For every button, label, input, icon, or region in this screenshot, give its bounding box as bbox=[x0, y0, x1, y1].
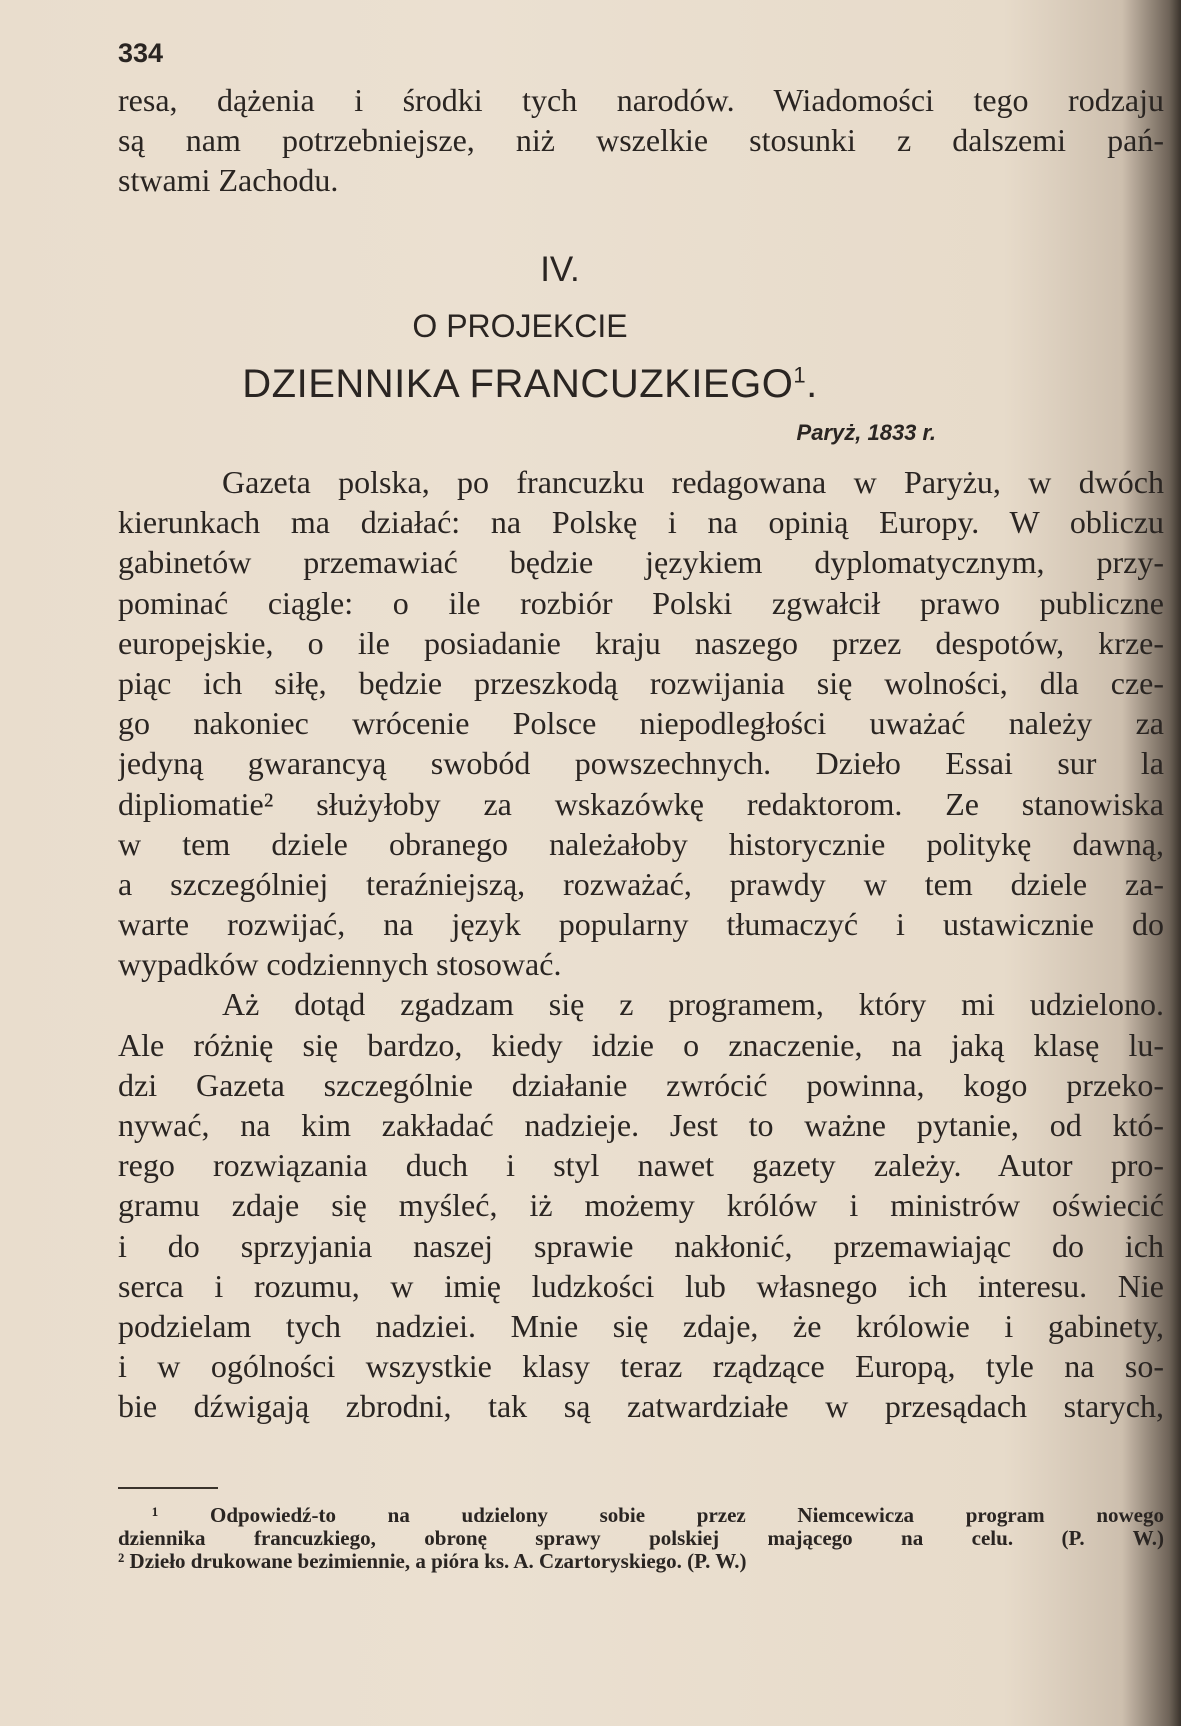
text-line: gabinetów przemawiać będzie językiem dyplomatycznym, przy- bbox=[118, 544, 1164, 581]
text-line: są nam potrzebniejsze, niż wszelkie stosunki z dalszemi pań- bbox=[118, 122, 1164, 159]
text-line: wypadków codziennych stosować. bbox=[118, 946, 562, 983]
text-line: gramu zdaje się myśleć, iż możemy królów i ministrów oświecić bbox=[118, 1187, 1164, 1224]
text-line: i w ogólności wszystkie klasy teraz rządzące Europą, tyle na so- bbox=[118, 1348, 1164, 1385]
footnote-line: dziennika francuzkiego, obronę sprawy polskiej mającego na celu. (P. W.) bbox=[118, 1527, 1164, 1550]
text-line: jedyną gwarancyą swobód powszechnych. Dzieło Essai sur la bbox=[118, 745, 1164, 782]
continued-paragraph bbox=[118, 80, 1164, 201]
text-line: warte rozwijać, na język popularny tłumaczyć i ustawicznie do bbox=[118, 906, 1164, 943]
text-line: Gazeta polska, po francuzku redagowana w Paryżu, w dwóch bbox=[222, 464, 1164, 500]
text-line: Ale różnię się bardzo, kiedy idzie o znaczenie, na jaką klasę lu- bbox=[118, 1026, 1164, 1063]
text-line: nywać, na kim zakładać nadzieje. Jest to ważne pytanie, od któ- bbox=[118, 1107, 1164, 1143]
dateline: Paryż, 1833 r. bbox=[796, 420, 936, 445]
text-line: a szczególniej teraźniejszą, rozważać, prawdy w tem dziele za- bbox=[118, 865, 1164, 902]
text-line: podzielam tych nadziei. Mnie się zdaje, że królowie i gabinety, bbox=[118, 1307, 1164, 1344]
text-line: piąc ich siłę, będzie przeszkodą rozwijania się wolności, dla cze- bbox=[118, 664, 1164, 701]
body-text bbox=[118, 462, 1164, 1427]
section-title-text: DZIENNIKA FRANCUZKIEGO bbox=[242, 362, 794, 406]
text-line: w tem dziele obranego należałoby historycznie politykę dawną, bbox=[118, 825, 1164, 862]
text-line: rego rozwiązania duch i styl nawet gazety zależy. Autor pro- bbox=[118, 1147, 1164, 1184]
text-line: stwami Zachodu. bbox=[118, 162, 339, 199]
footnotes bbox=[118, 1504, 1164, 1573]
text-line: bie dźwigają zbrodni, tak są zatwardziałe w przesądach starych, bbox=[118, 1388, 1164, 1425]
footnote-line: ² Dzieło drukowane bezimiennie, a pióra ks. A. Czartoryskiego. (P. W.) bbox=[118, 1550, 747, 1573]
footnote-ref: 1 bbox=[793, 362, 807, 388]
text-line: europejskie, o ile posiadanie kraju naszego przez despotów, krze- bbox=[118, 624, 1164, 661]
footnote-divider bbox=[118, 1487, 218, 1489]
text-line: resa, dążenia i środki tych narodów. Wiadomości tego rodzaju bbox=[118, 82, 1164, 118]
text-line: dzi Gazeta szczególnie działanie zwrócić powinna, kogo przeko- bbox=[118, 1066, 1164, 1103]
page-number: 334 bbox=[118, 38, 164, 68]
text-line: dipliomatie² służyłoby za wskazówkę redaktorom. Ze stanowiska bbox=[118, 785, 1164, 822]
text-line: go nakoniec wrócenie Polsce niepodległości uważać należy za bbox=[118, 705, 1164, 742]
footnote-line: ¹ Odpowiedź-to na udzielony sobie przez Niemcewicza program nowego bbox=[152, 1504, 1164, 1527]
section-title bbox=[0, 362, 1060, 407]
section-subtitle: O PROJEKCIE bbox=[412, 308, 628, 344]
section-title-end: . bbox=[806, 362, 818, 406]
text-line: kierunkach ma działać: na Polskę i na opinią Europy. W obliczu bbox=[118, 504, 1164, 541]
text-line: Aż dotąd zgadzam się z programem, który mi udzielono. bbox=[222, 986, 1164, 1023]
text-line: serca i rozumu, w imię ludzkości lub własnego ich interesu. Nie bbox=[118, 1267, 1164, 1304]
section-number: IV. bbox=[540, 250, 580, 289]
text-line: i do sprzyjania naszej sprawie nakłonić, przemawiając do ich bbox=[118, 1227, 1164, 1264]
text-line: pominać ciągle: o ile rozbiór Polski zgwałcił prawo publiczne bbox=[118, 584, 1164, 621]
